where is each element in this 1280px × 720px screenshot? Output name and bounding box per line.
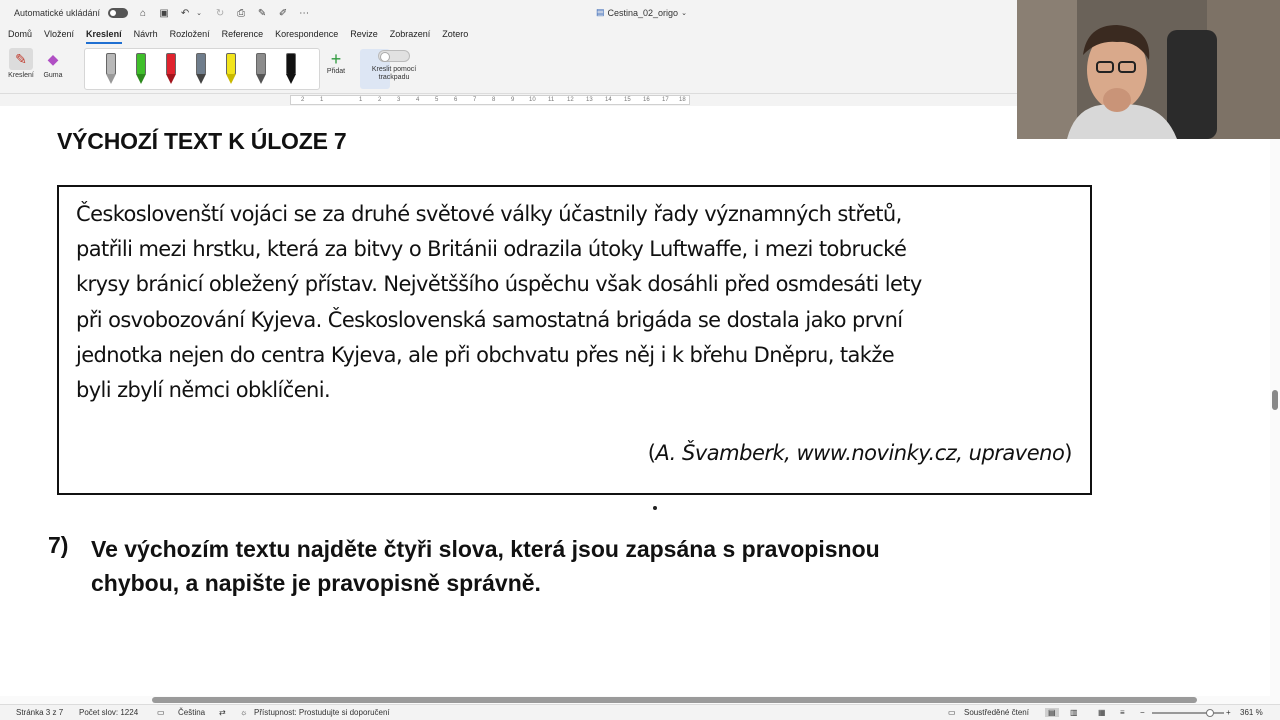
text-cursor-mark (653, 506, 657, 510)
ruler-tick: 13 (586, 97, 593, 103)
word-count[interactable]: Počet slov: 1224 (79, 708, 139, 717)
tab-domu[interactable]: Domů (8, 29, 33, 39)
drawing-tool-button[interactable] (4, 48, 38, 79)
ruler-tick: 2 (378, 97, 382, 103)
document-icon: ▤ (596, 7, 605, 17)
language-indicator[interactable]: Čeština (178, 708, 206, 717)
ruler-tick: 14 (605, 97, 612, 103)
eraser-icon: ◆ (47, 50, 59, 67)
paragraph-line: při osvobozování Kyjeva. Československá samostatná brigáda se dostala jako první (76, 307, 903, 332)
tab-revize[interactable]: Revize (350, 29, 378, 39)
add-pen-label: Přidat (326, 68, 346, 75)
pen-tip (106, 74, 116, 84)
trackpad-switch[interactable] (378, 50, 410, 62)
ruler-tick: 11 (548, 97, 555, 103)
print-layout-icon[interactable]: ▤ (1045, 708, 1059, 717)
pen-gallery (84, 48, 320, 90)
paragraph-line: krysy bránicí obležený přístav. Největššího úspěchu však dosáhli před osmdesáti lety (76, 272, 922, 297)
pen-tip (256, 74, 266, 84)
outline-view-icon[interactable]: ≡ (1120, 708, 1125, 717)
zoom-in-icon[interactable]: + (1226, 708, 1231, 717)
source-citation (648, 441, 1072, 465)
citation-close: ) (1064, 441, 1072, 465)
eraser-button[interactable] (36, 48, 70, 79)
pen-gray[interactable] (103, 53, 119, 87)
task-line: Ve výchozím textu najděte čtyři slova, která jsou zapsána s pravopisnou (91, 536, 880, 562)
trackpad-draw-toggle[interactable] (366, 50, 422, 82)
draw-icon[interactable]: ✐ (278, 7, 288, 19)
trackpad-label-line1: Kreslit pomocí (371, 66, 417, 73)
text-predictions-icon[interactable]: ⇄ (219, 708, 226, 717)
pen-barrel (286, 53, 296, 75)
citation-text: A. Švamberk, www.novinky.cz, upraveno (655, 441, 1065, 465)
task-instruction (91, 532, 1101, 600)
ruler-tick: 6 (454, 97, 458, 103)
ruler-tick: 9 (511, 97, 515, 103)
redo-icon[interactable]: ↻ (215, 7, 225, 19)
home-icon[interactable]: ⌂ (140, 7, 147, 19)
autosave-label: Automatické ukládání (14, 8, 101, 18)
horizontal-scroll-thumb[interactable] (152, 697, 1197, 703)
drawing-tool-label: Kreslení (8, 72, 34, 79)
ruler-tick: 4 (416, 97, 420, 103)
print-icon[interactable]: ⎙ (237, 7, 246, 19)
citation-open: ( (647, 441, 656, 465)
pen-tip (166, 74, 176, 84)
pencil-dark[interactable] (193, 53, 209, 87)
ruler-tick: 18 (679, 97, 686, 103)
document-title-text: Cestina_02_origo (607, 7, 679, 18)
webcam-overlay (1017, 0, 1280, 139)
tab-rozlozeni[interactable]: Rozložení (169, 29, 210, 39)
task-number: 7) (48, 532, 69, 558)
tab-kresleni[interactable]: Kreslení (86, 26, 122, 44)
paragraph-line: Českoslovenští vojáci se za druhé světové války účastnily řady významných střetů, (76, 202, 902, 226)
trackpad-label-line2: trackpadu (378, 74, 410, 81)
ruler-tick: 1 (359, 97, 363, 103)
horizontal-scrollbar[interactable] (0, 696, 1280, 704)
pen-barrel (136, 53, 146, 75)
pen-barrel (256, 53, 266, 75)
ruler-tick: 15 (624, 97, 631, 103)
ruler-tick: 17 (662, 97, 669, 103)
tab-zobrazeni[interactable]: Zobrazení (389, 29, 431, 39)
plus-icon: + (330, 49, 342, 69)
paragraph-line: jednotka nejen do centra Kyjeva, ale při obchvatu přes něj i k břehu Dněpru, takže (76, 342, 895, 367)
pen-green[interactable] (133, 53, 149, 87)
read-mode-icon[interactable]: ▦ (1098, 708, 1106, 717)
ruler-tick: 3 (397, 97, 401, 103)
pen-barrel (226, 53, 236, 75)
paragraph-line: patřili mezi hrstku, která za bitvy o Británii odrazila útoky Luftwaffe, i mezi tobrucké (76, 237, 907, 262)
zoom-level[interactable]: 361 % (1240, 708, 1263, 717)
zoom-out-icon[interactable]: − (1140, 708, 1145, 717)
ruler-tick: 5 (435, 97, 439, 103)
pen-tip (286, 74, 296, 84)
chevron-down-icon: ⌄ (681, 9, 687, 17)
focus-mode-label[interactable]: Soustředěné čtení (964, 708, 1029, 717)
task-line: chybou, a napište je pravopisně správně. (91, 570, 541, 596)
zoom-slider-knob[interactable] (1206, 709, 1214, 717)
document-title[interactable] (596, 7, 687, 18)
proofing-icon[interactable]: ▭ (157, 708, 165, 717)
ruler-tick: 1 (320, 97, 324, 103)
pen-icon[interactable]: ✎ (257, 7, 267, 19)
highlighter-yellow[interactable] (223, 53, 239, 87)
ruler-tick: 8 (492, 97, 496, 103)
ruler-tick: 16 (643, 97, 650, 103)
webcam-image (1017, 0, 1280, 139)
ruler-tick: 12 (567, 97, 574, 103)
horizontal-ruler[interactable] (290, 95, 690, 105)
pen-tip (196, 74, 206, 84)
save-icon[interactable]: ▣ (159, 7, 169, 19)
tab-navrh[interactable]: Návrh (133, 29, 158, 39)
pencil-gray[interactable] (253, 53, 269, 87)
add-pen-button[interactable] (320, 50, 352, 75)
tab-reference[interactable]: Reference (221, 29, 264, 39)
pen-red[interactable] (163, 53, 179, 87)
document-page[interactable] (0, 106, 1270, 696)
autosave-toggle[interactable] (108, 8, 128, 18)
web-layout-icon[interactable]: ▥ (1070, 708, 1078, 717)
source-paragraph (76, 197, 1076, 408)
tab-korespondence[interactable]: Korespondence (275, 29, 339, 39)
eraser-label: Guma (43, 72, 63, 79)
more-icon[interactable]: ⋯ (299, 7, 310, 19)
paragraph-line: byli zbylí němci obklíčeni. (76, 378, 331, 403)
dropdown-icon[interactable]: ⌄ (196, 10, 202, 17)
vertical-scroll-thumb[interactable] (1272, 390, 1278, 410)
ruler-tick: 2 (301, 97, 305, 103)
ruler-tick: 7 (473, 97, 477, 103)
status-bar (0, 704, 1280, 720)
undo-icon[interactable]: ↶ (180, 7, 190, 19)
tab-zotero[interactable]: Zotero (442, 29, 469, 39)
page-indicator[interactable]: Stránka 3 z 7 (16, 708, 64, 717)
drawing-tool-icon: ✎ (9, 48, 33, 70)
source-text-box (57, 185, 1092, 495)
ruler-tick: 10 (529, 97, 536, 103)
vertical-scrollbar[interactable] (1270, 106, 1280, 696)
pen-barrel (106, 53, 116, 75)
accessibility-icon[interactable]: ☼ (240, 708, 248, 717)
section-heading: VÝCHOZÍ TEXT K ÚLOZE 7 (57, 128, 347, 154)
pen-tip (136, 74, 146, 84)
accessibility-status[interactable]: Přístupnost: Prostudujte si doporučení (254, 708, 390, 717)
pen-tip (226, 74, 236, 84)
focus-icon[interactable]: ▭ (948, 708, 956, 717)
pen-black[interactable] (283, 53, 299, 87)
tab-vlozeni[interactable]: Vložení (44, 29, 75, 39)
pen-barrel (166, 53, 176, 75)
pen-barrel (196, 53, 206, 75)
